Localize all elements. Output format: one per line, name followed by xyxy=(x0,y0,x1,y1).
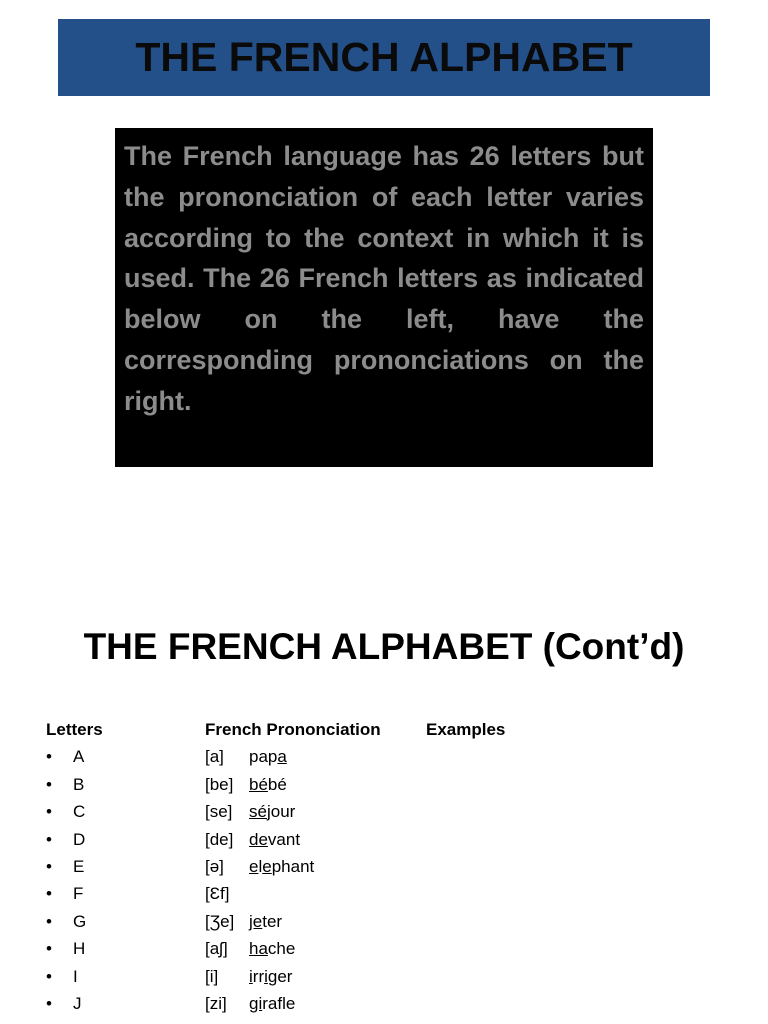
example-segment: phant xyxy=(271,856,315,876)
example-underlined-segment: de xyxy=(249,829,268,849)
alphabet-table xyxy=(46,716,746,1017)
header-examples: Examples xyxy=(426,720,506,739)
row-pronunciation: [a] xyxy=(205,747,224,767)
table-rows xyxy=(46,743,746,1017)
example-underlined-segment: i xyxy=(249,966,253,986)
row-letter: D xyxy=(73,829,86,849)
bullet-icon: • xyxy=(46,802,52,822)
table-row xyxy=(46,826,746,853)
row-pronunciation: [ə] xyxy=(205,856,224,876)
row-pronunciation: [i] xyxy=(205,966,219,986)
example-underlined-segment: bé xyxy=(249,774,268,794)
example-underlined-segment: sé xyxy=(249,802,267,822)
row-example xyxy=(249,908,282,935)
row-pronunciation: [Ʒe] xyxy=(205,911,235,931)
row-letter: H xyxy=(73,939,86,959)
example-segment: jour xyxy=(266,802,296,822)
row-example xyxy=(249,853,314,880)
row-pronunciation: [be] xyxy=(205,774,234,794)
table-row xyxy=(46,935,746,962)
row-pronunciation: [zi] xyxy=(205,993,227,1013)
row-letter: B xyxy=(73,774,85,794)
table-row xyxy=(46,743,746,770)
intro-paragraph: The French language has 26 letters but the prononciation of each letter varies according to the context in which it is used. The 26 French letters as indicated below on the left, have the corresponding prononciations on the right. xyxy=(124,141,644,416)
bullet-icon: • xyxy=(46,856,52,876)
page-title: THE FRENCH ALPHABET xyxy=(135,34,633,80)
row-letter: C xyxy=(73,802,86,822)
example-segment: ger xyxy=(267,966,293,986)
example-segment: ter xyxy=(262,911,283,931)
row-pronunciation: [aʃ] xyxy=(205,939,228,959)
bullet-icon: • xyxy=(46,774,52,794)
table-row xyxy=(46,963,746,990)
bullet-icon: • xyxy=(46,939,52,959)
example-segment: pap xyxy=(249,747,278,767)
table-row xyxy=(46,798,746,825)
row-example xyxy=(249,990,295,1017)
intro-text-box xyxy=(115,128,653,467)
row-example xyxy=(249,826,300,853)
example-underlined-segment: e xyxy=(249,856,259,876)
bullet-icon: • xyxy=(46,966,52,986)
table-row xyxy=(46,990,746,1017)
row-pronunciation: [de] xyxy=(205,829,234,849)
example-segment: bé xyxy=(267,774,287,794)
row-example xyxy=(249,963,292,990)
example-underlined-segment: je xyxy=(249,911,263,931)
table-row xyxy=(46,880,746,907)
example-underlined-segment: i xyxy=(264,966,268,986)
row-example xyxy=(249,743,287,770)
example-segment: che xyxy=(267,939,296,959)
row-letter: A xyxy=(73,747,85,767)
table-row xyxy=(46,771,746,798)
bullet-icon: • xyxy=(46,993,52,1013)
section-subtitle: THE FRENCH ALPHABET (Cont’d) xyxy=(83,626,685,667)
row-example xyxy=(249,771,287,798)
row-letter: J xyxy=(73,993,82,1013)
title-banner xyxy=(58,19,710,96)
row-pronunciation: [se] xyxy=(205,802,233,822)
bullet-icon: • xyxy=(46,829,52,849)
example-segment: vant xyxy=(267,829,301,849)
bullet-icon: • xyxy=(46,911,52,931)
row-letter: G xyxy=(73,911,87,931)
row-letter: F xyxy=(73,884,84,904)
bullet-icon: • xyxy=(46,747,52,767)
example-underlined-segment: a xyxy=(277,747,287,767)
row-example xyxy=(249,935,295,962)
bullet-icon: • xyxy=(46,884,52,904)
example-segment: l xyxy=(258,856,263,876)
row-pronunciation: [Ɛf] xyxy=(205,884,230,904)
example-segment: rr xyxy=(252,966,265,986)
example-underlined-segment: ha xyxy=(249,939,268,959)
row-example xyxy=(249,798,295,825)
header-pronunciation: French Prononciation xyxy=(205,720,381,739)
table-header-row xyxy=(46,716,746,743)
example-segment: rafle xyxy=(262,993,296,1013)
table-row xyxy=(46,853,746,880)
example-underlined-segment: gi xyxy=(249,993,263,1013)
example-underlined-segment: e xyxy=(262,856,272,876)
row-letter: I xyxy=(73,966,78,986)
header-letters: Letters xyxy=(46,720,103,739)
table-row xyxy=(46,908,746,935)
row-letter: E xyxy=(73,856,85,876)
